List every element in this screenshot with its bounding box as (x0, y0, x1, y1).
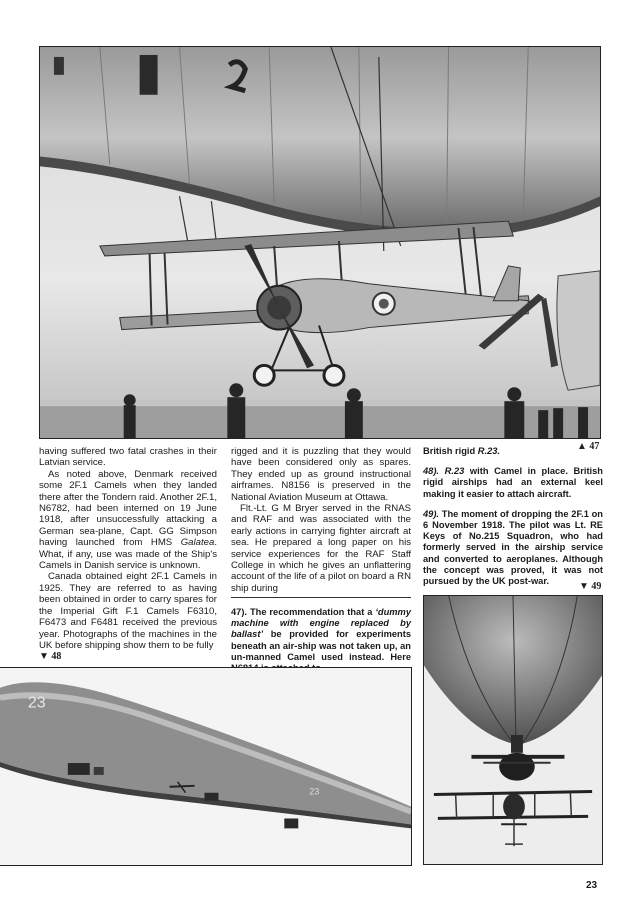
photo-camel-under-airship (39, 46, 601, 439)
paragraph-bryer: Flt.-Lt. G M Bryer served in the RNAS and RAF and was associated with the early actions in carrying fighter aircraft at sea. He prepared a long paper on his service experiences for the RAF Staff College in which he gives an unflattering account of the life of a pilot on board a RN ship during (231, 503, 411, 594)
ship-name: Galatea (180, 537, 215, 549)
photo-49-image (424, 596, 602, 864)
photo-camel-drop (423, 595, 603, 865)
text-column-2 (231, 446, 411, 594)
paragraph-denmark: As noted above, Denmark received some 2F.1 Camels when they landed there after the Tondern raid. Another 2F.1, N6782, had been interned on 19 June 1918, after unsuccessfully attacking a German sea-plane, Capt. GG Simpson having launched from HMS Galatea. What, if any, use was made of the Ship's Camels in Danish service is unknown. (39, 468, 217, 572)
caption-48: 48). R.23 with Camel in place. British rigid airships had an external keel making it easier to attach aircraft. (423, 466, 603, 499)
caption-47-continued: British rigid R.23. (423, 446, 500, 456)
photo-48-image (0, 668, 411, 865)
paragraph-canada: Canada obtained eight 2F.1 Camels in 1925. They are referred to as having been obtained in order to carry spares for the Imperial Gift F.1 Camels F6310, F6473 and F6481 received the previous year. Photographs of the machines in the UK before shipping show them to be fully (39, 571, 217, 651)
page-number: 23 (586, 880, 598, 891)
caption-47: 47). The recommendation that a ‘dummy machine with engine replaced by ballast’ be provided for experiments beneath an air-ship was not taken up, an un-manned Camel used instead. Here (231, 607, 411, 662)
photo-47-image (40, 47, 600, 438)
hull-number: 23 (27, 694, 46, 712)
text-column-1 (39, 446, 217, 663)
photo-r23-airship (0, 667, 412, 866)
paragraph: having suffered two fatal crashes in their Latvian service. (39, 446, 217, 469)
caption-column (423, 446, 603, 587)
caption-49: 49). The moment of dropping the 2F.1 on 6 November 1918. The pilot was Lt. RE Keys of No.215 Squadron, who had formerly served in the airship service and converted to aeroplanes. Although the concept was proved, it was not pursued by the UK post-war. (423, 508, 603, 587)
caption-divider (231, 597, 411, 598)
paragraph: rigged and it is puzzling that they would have been considered only as spares. They ended up as ground instructional airframes. N8156 is preserved in the National Aviation Museum at Ottawa. (231, 446, 411, 503)
figure-ref-47: ▲ 47 (577, 441, 600, 452)
tail-number: 23 (309, 786, 320, 797)
figure-ref-48: ▼ 48 (39, 651, 62, 663)
figure-ref-49: ▼ 49 (579, 581, 602, 592)
